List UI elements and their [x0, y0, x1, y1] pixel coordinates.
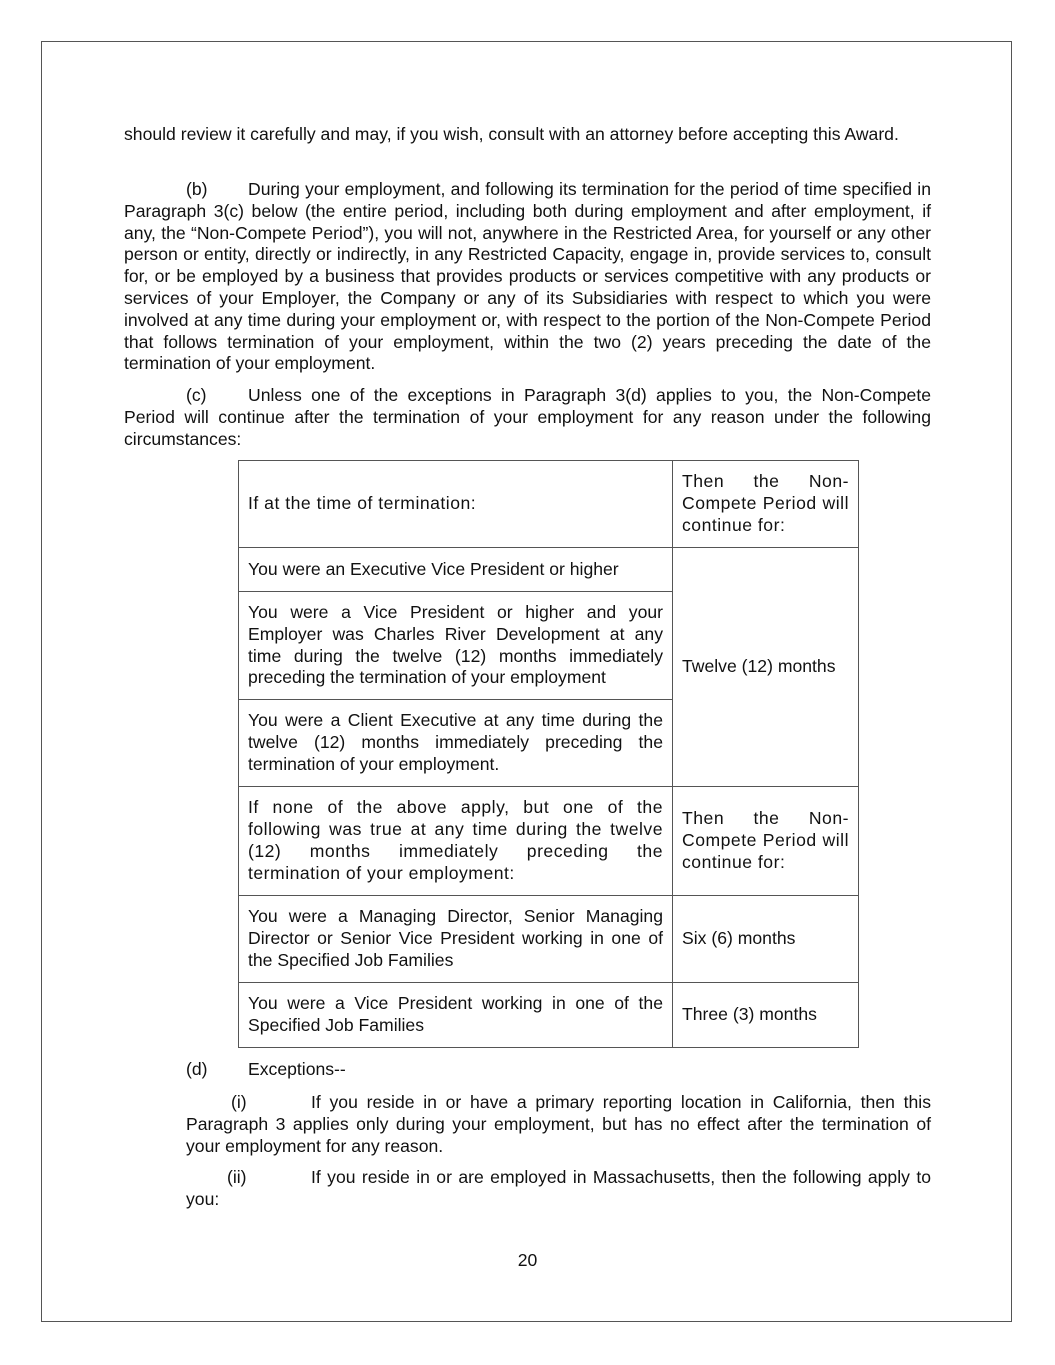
paragraph-d-label: (d) — [186, 1059, 208, 1079]
paragraph-b-text: During your employment, and following its termination for the period of time specified in Paragraph 3(c) below (the entire period, including both during employment and after employment, if any, the “Non-Compete Period”), you will not, anywhere in the Restricted Area, for yourself or any other person or entity, directly or indirectly, in any Restricted Capacity, engage in, provide services to, consult for, or be employed by a business that provides products or services competitive with any products or services of your Employer, the Company or any of its Subsidiaries with respect to which you were involved at any time during your employment or, with respect to the portion of the Non-Compete Period that follows termination of your employment, within the two (2) years preceding the date of the termination of your employment. — [124, 179, 931, 374]
header-left: If at the time of termination: — [239, 461, 673, 548]
page-number: 20 — [517, 1250, 538, 1270]
paragraph-d-ii-label: (ii) — [227, 1167, 247, 1187]
paragraph-b — [124, 179, 931, 375]
table-row — [239, 896, 859, 983]
paragraph-d-ii-text: If you reside in or are employed in Massachusetts, then the following apply to you: — [186, 1167, 931, 1209]
paragraph-b-label: (b) — [186, 179, 208, 199]
period-three-months: Three (3) months — [673, 983, 859, 1048]
paragraph-d-i-label: (i) — [231, 1092, 247, 1112]
row-vp-crd: You were a Vice President or higher and your Employer was Charles River Development at any time during the twelve (12) months immediately preceding the termination of your employment — [239, 592, 673, 700]
header-right: Then the Non-Compete Period will continue for: — [673, 461, 859, 548]
subheader-right: Then the Non-Compete Period will continue for: — [673, 787, 859, 896]
subheader-left: If none of the above apply, but one of the following was true at any time during the twelve (12) months immediately preceding the termination of your employment: — [239, 787, 673, 896]
paragraph-d-i-text: If you reside in or have a primary reporting location in California, then this Paragraph 3 applies only during your employment, but has no effect after the termination of your employment for any reason. — [186, 1092, 931, 1156]
paragraph-a-continuation: should review it carefully and may, if you wish, consult with an attorney before accepting this Award. — [124, 124, 899, 144]
paragraph-d-i — [186, 1092, 931, 1157]
non-compete-table — [238, 460, 859, 1048]
paragraph-d — [186, 1059, 931, 1081]
row-client-executive: You were a Client Executive at any time during the twelve (12) months immediately preceding the termination of your employment. — [239, 700, 673, 787]
row-evp: You were an Executive Vice President or higher — [239, 548, 673, 592]
paragraph-d-text: Exceptions-- — [248, 1059, 346, 1079]
period-six-months: Six (6) months — [673, 896, 859, 983]
table-header-row — [239, 461, 859, 548]
table-row — [239, 983, 859, 1048]
paragraph-c-label: (c) — [186, 385, 207, 405]
table-subheader-row — [239, 787, 859, 896]
paragraph-c — [124, 385, 931, 450]
paragraph-c-text: Unless one of the exceptions in Paragraph 3(d) applies to you, the Non-Compete Period will continue after the termination of your employment for any reason under the following circumstances: — [124, 385, 931, 449]
table-row — [239, 548, 859, 592]
row-vice-president: You were a Vice President working in one of the Specified Job Families — [239, 983, 673, 1048]
row-managing-director: You were a Managing Director, Senior Managing Director or Senior Vice President working in one of the Specified Job Families — [239, 896, 673, 983]
period-twelve-months: Twelve (12) months — [673, 548, 859, 787]
paragraph-d-ii — [186, 1167, 931, 1211]
